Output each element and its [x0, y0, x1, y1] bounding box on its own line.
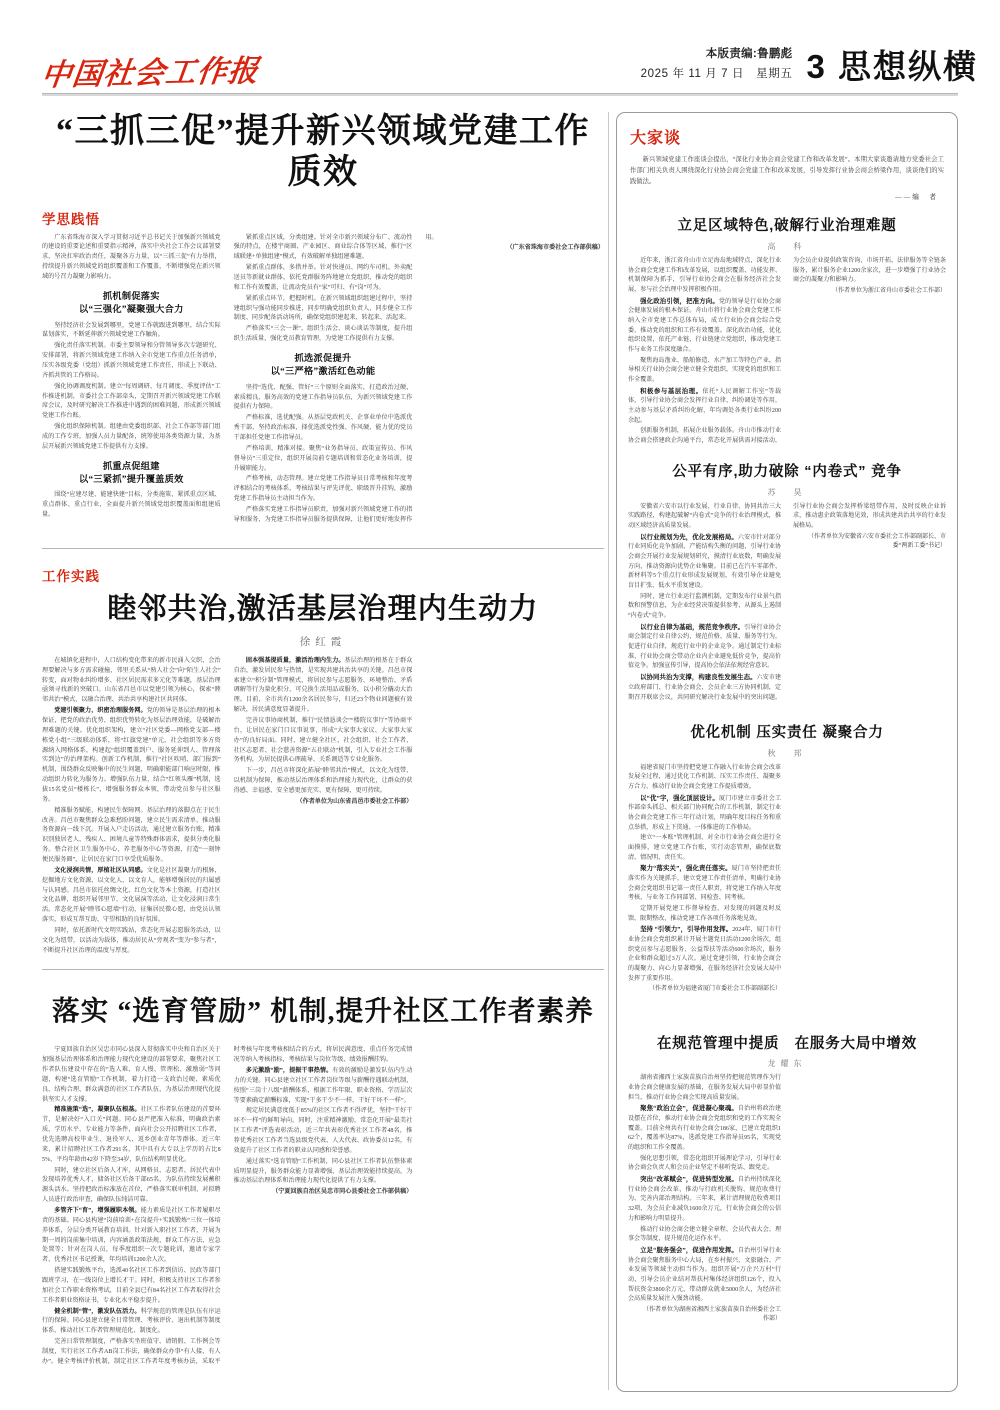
page-editor: 本版责编:鲁鹏彪: [705, 48, 793, 60]
paragraph: 强化协调调度机制。建立“每周调研、每月调度、季度评估”工作推进机制，市委社会工作部牵头，定期召开新兴领域党建工作联席会议，及时研究解决工作推进中遇到的困难问题，形成新兴领域党建工作台账。: [42, 383, 221, 420]
paragraph: 建立“一本账”管理机制，对全市行业协会商会进行全面摸排，建立党建工作台账，实行动态管理，确保底数清、情况明、责任实。: [628, 835, 781, 861]
masthead-meta: [641, 46, 793, 84]
lead-run: 多元激励“励”，提振干事热情。: [245, 1067, 333, 1074]
sidebar-article-3: [628, 724, 946, 1019]
lead-run: 突出“改革赋会”，促进转型发展。: [640, 1176, 738, 1184]
paragraph-text: 自治州引导行业协会商会聚焦服务中心大局，在乡村振兴、文旅融合、产业发展等领域主动担当作为。组织开展“万企兴万村”行动，引导会员企业结对帮扶村集体经济组织126个，投入帮扶资金3800余万元，带动群众就业5000余人，为经济社会高质量发展注入强劲动能。: [628, 1247, 782, 1303]
paragraph: 同时，建立社区后备人才库，从网格员、志愿者、居民代表中发现培养优秀人才，储备社区后备干部65名，为队伍持续发展蓄积源头活水。坚持把政治标准放在首位，严格落实联审机制，对拟聘人员进行政治审查，确保队伍纯洁可靠。: [42, 1167, 221, 1204]
paragraph: 搭建实践锻炼平台，选派40名社区工作者到信访、民政等部门跟班学习，在一线岗位上增长才干。同时，积极支持社区工作者参加社会工作职业资格考试，目前全县已有84名社区工作者取得社会工作者职业资格证书，专业化水平稳步提升。: [42, 1268, 221, 1304]
paragraph-text: 能力素质是社区工作者履职尽责的基础。同心县构建“岗前培训+在岗提升+实践锻炼”三位一体培养体系，分层分类开展教育培训。针对新入职社区工作者，开展为期一周的岗前集中培训，内容涵盖政策法规、群众工作方法、应急处置等；针对在岗人员，每季度组织一次专题轮训，邀请专家学者、优秀社区书记授课，年均培训1200余人次。: [42, 1207, 221, 1264]
article-1-credit: （广东省珠海市委社会工作部供稿）: [506, 245, 604, 252]
article-3-body: [42, 1046, 604, 1376]
article-2-body: [42, 657, 604, 957]
paragraph: [42, 1308, 221, 1338]
paragraph: 严格培训，精准对接。聚焦“业务指导员、政策宣传员、作风督导员”三重定位，组织开展岗前专题培训和常态化业务培训，提升履职能力。: [233, 445, 413, 472]
article-1-kicker: 学思践悟: [42, 211, 100, 227]
sidebar-article-3-credit: （作者单位为福建省厦门市委社会工作部副部长）: [648, 986, 781, 993]
paragraph-text: 六安市建立政府部门、行业协会商会、会员企业三方协同机制，定期召开联席会议，共同研究解决行业发展中的突出问题。引导行业协会商会发挥桥梁纽带作用，及时反映企业诉求，推动惠企政策落地见效，形成共建共治共享的行业发展格局。: [628, 503, 946, 701]
paragraph: 近年来，浙江省舟山市立足海岛地域特点，深化行业协会商会党建工作和改革发展，以组织覆盖、功能发挥、机制保障为抓手，引导行业协会商会在服务经济社会发展、参与社会治理中发挥积极作用。: [628, 257, 781, 293]
lead-run: 以“优”字，强化顶层设计。: [640, 794, 719, 802]
article-3: [42, 994, 604, 1376]
paragraph: 完善日常管理制度，严格落实坐班值守、请销假、工作例会等制度，实行社区工作者AB岗工作法，确保群众办事“有人接、有人办”。健全考核评价机制，制定社区工作者年度考核办法，采取平时考核与年度考核相结合的方式，将居民满意度、重点任务完成情况等纳入考核指标，考核结果与岗位等级、绩效报酬挂钩。: [42, 1047, 413, 1365]
paragraph-text: 社区工作者队伍建设的首要环节，是解决好“入口关”问题。同心县严把准入标准，明确政治素质、学历水平、专业能力等条件，面向社会公开招聘社区工作者，优先选聘高校毕业生、退役军人、返乡创业青年等群体。近三年来，累计招聘社区工作者291名，其中具有大专以上学历的占比85%，平均年龄由42岁下降至34岁，队伍结构明显优化。: [42, 1107, 221, 1163]
divider-1: [42, 548, 604, 549]
lead-run: 党建引领聚力，织密治理服务网。: [54, 708, 147, 715]
sidebar-article-4-title: 在规范管理中提质 在服务大局中增效: [656, 1035, 918, 1052]
sidebar-article-2-credit: （作者单位为安徽省六安市委社会工作部副部长、市委“两新工委”书记）: [807, 533, 946, 550]
paragraph: 围绕“应建尽建、能建快建”目标，分类施策，紧抓重点区域、重点群体、重点行业，全面提升新兴领域党组织覆盖面和组建质量。: [42, 492, 221, 519]
paragraph: 安徽省六安市以行业发展、行业自律、协同共治三大实践路径，构建起破解“内卷式”竞争的行业治理模式，推动区域经济高质量发展。: [628, 503, 781, 530]
paragraph-text: 自治州持续深化行业协会商会改革，推动与行政机关脱钩、规范收费行为、完善内部治理结构。三年来，累计清理规范收费项目32项，为会员企业减负1600余万元，行业协会商会的公信力和影响力明显提升。: [628, 1177, 782, 1222]
sidebar-article-3-title: 优化机制 压实责任 凝聚合力: [690, 724, 884, 741]
paragraph: 聚焦海岛渔业、船舶修造、水产加工等特色产业，指导相关行业协会商会建立健全党组织，实现党的组织和工作全覆盖。: [628, 357, 781, 383]
paragraph-text: 2024年，厦门市行业协会商会党组织累计开展主题党日活动1200余场次，组织党员参与志愿服务、公益帮扶等活动600余场次，服务企业和群众超过3万人次。通过党建引领，行业协会商会的凝聚力、向心力显著增强，在服务经济社会发展大局中发挥了重要作用。: [628, 927, 781, 982]
paragraph: 推动行业协会商会建立健全章程、会员代表大会、理事会等制度，提升规范化运作水平。: [628, 1226, 781, 1243]
paragraph: 广东省珠海市深入学习贯彻习近平总书记关于加强新兴领域党的建设的重要论述和重要指示精神，落实中央社会工作会议部署要求，坚决扛牢政治责任，凝聚各方力量，以“三抓三促”有力举措，持续提升新兴领域党的组织覆盖和工作覆盖，不断增强党在新兴领域的号召力凝聚力影响力。: [42, 234, 221, 281]
paragraph: [628, 1104, 781, 1153]
sidebar-article-4-credit: （作者单位为湖南省湘西土家族苗族自治州委社会工作部）: [642, 1306, 781, 1323]
sidebar-article-4-author: 龙耀东: [767, 1059, 807, 1069]
paragraph: 在城镇化进程中，人口结构变化带来的新市民涌入交织，会治理要解决与多方需求碰撞，邻里关系从“熟人社会”向“陌生人社会”转变，面对物业纠纷增多、社区居民需求多元化等难题，基层治理亟须寻找新的突破口。山东省昌邑市以党建引领为核心，探索“睦邻共治”模式，以融合治理、共治共享构建社区共同体。: [42, 657, 221, 704]
article-1-subhead-1: 抓机制促落实 以“三强化”凝聚强大合力: [78, 290, 184, 315]
section-name: 思想纵横: [838, 47, 978, 85]
paragraph: 严格考核，动态管理。建立党建工作指导员日常考核和年度考评相结合的考核体系，考核结果与评先评优、职级晋升挂钩，激励党建工作指导员主动担当作为。: [233, 476, 413, 503]
sidebar-article-1-title: 立足区域特色,破解行业治理难题: [677, 218, 897, 235]
paragraph-text: 引导行业协会商会制定行业自律公约，规范价格、质量、服务等行为，促进行业自律，规范行业中的企业竞争。通过制定行业标准，行业协会商会带动企业内企业避免低价竞争，提高价值竞争。加强宣传引导，提高协会依法依规经营意识。: [628, 624, 782, 670]
paragraph: 创新服务机制，拓展企业服务载体。舟山市推动行业协会商会搭建政企沟通平台，常态化开展供需对接活动，为会员企业提供政策咨询、市场开拓、法律服务等全链条服务，累计服务企业1200余家次，进一步增强了行业协会商会的凝聚力和影响力。: [628, 257, 946, 444]
paragraph: 强化思想引领，常态化组织开展理论学习，引导行业协会商会负责人和会员企业坚定不移听党话、跟党走。: [628, 1155, 781, 1172]
lead-run: 以行业规划为先，优化发展格局。: [640, 533, 738, 541]
article-2-headline: 睦邻共治,激活基层治理内生动力: [107, 592, 539, 625]
paragraph: [42, 707, 221, 806]
sidebar-article-1-credit: （作者单位为浙江省舟山市委社会工作部）: [831, 287, 946, 294]
paragraph: 福建省厦门市坚持把党建工作融入行业协会商会改革发展全过程，通过优化工作机制、压实工作责任、凝聚多方合力，推动行业协会商会党建工作提质增效。: [628, 764, 781, 790]
paragraph-text: 党的领导是基层治理的根本保证，把党的政治优势、组织优势转化为基层治理效能，是破解治理难题的关键。优化组织架构，建立“社区党委—网格党支部—楼栋党小组”三级联动体系，将“红旗党建”单元，社会组织等多方资源纳入网格体系，构建起“组织覆盖到户、服务延伸到人、管理落实到边”的治理架构。创新工作机制，推行“社区吹哨、部门报到”机制，围绕群众反映集中的民生问题，明确职能部门响应时限，推动组织力转化为服务力。增强队伍力量，结合“红领头雁”机制，选拔15名党员“楼栋长”，增强服务群众本领，带动党员参与社区服务。: [42, 708, 221, 803]
masthead: [0, 0, 1000, 106]
lead-run: 多管齐下“育”，增强履职本领。: [54, 1207, 141, 1214]
article-1-body: [42, 234, 604, 534]
lead-run: 固本强基提质量，激活治理内生力。: [245, 657, 345, 664]
sidebar-intro: 新兴领域党建工作座谈会提出，“深化行业协会商会党建工作和改革发展”。本期大家谈邀请地方党委社会工作部门相关负责人围绕深化行业协会商会党建工作和改革发展，引导发挥行业协会商会桥梁作用，谈谈他们的实践做法。: [630, 156, 944, 186]
publication-date: 2025 年 11 月 7 日 星期五: [640, 68, 793, 81]
paragraph: 湖南省湘西土家族苗族自治州坚持把规范管理作为行业协会商会健康发展的基础，在服务发展大局中彰显价值担当，推动行业协会商会实现高质量发展。: [628, 1075, 781, 1101]
paragraph: [628, 864, 781, 904]
paragraph: [234, 1067, 413, 1106]
paragraph: 坚持“选优、配强、管好”三个原则全面落实，打造政治过硬、素质精良、服务高效的党建工作指导员队伍，为新兴领域党建工作提供有力保障。: [233, 384, 413, 411]
paragraph: 强化责任落实机制。市委主要领导和分管领导多次专题研究、安排部署，将新兴领域党建工作纳入全市党建工作重点任务清单，压实各级党委（党组）抓新兴领域党建工作责任，形成上下联动、齐抓共管的工作格局。: [42, 343, 221, 379]
paragraph-text: 基层治理的根基在于群众自治，激发居民参与热情，是实现共建共治共享的关键。昌邑市探索建立“积分制”管理模式，将居民参与志愿服务、环境整治、矛盾调解等行为量化积分，可兑换生活用品或服务，以小积分撬动大治理。目前，全市共有1200余名居民参与，归还23个物业问题被有效解决，居民满意度显著提升。: [233, 657, 413, 714]
paragraph: 紧抓重点环节，把握时机。在新兴领域组织组建过程中，坚持建组织与强功能同步推进，同步明确党组织负责人、同步健全工作制度、同步配备活动场所，确保党组织建起来、转起来、活起来。: [233, 295, 413, 322]
lead-run: 坚持 “引领力”，引导作用发挥。: [640, 926, 733, 934]
lead-run: 积极参与基层治理。: [640, 387, 703, 395]
article-2-kicker: 工作实践: [42, 568, 100, 584]
paragraph-text: 厦门市建立市委社会工作部牵头抓总、相关部门协同配合的工作机制，制定行业协会商会党建工作三年行动计划，明确年度目标任务和重点举措，形成上下贯通、一体推进的工作格局。: [628, 795, 782, 831]
lead-run: 文化浸润共情，厚植社区认同感。: [54, 867, 147, 874]
paragraph: [628, 1246, 781, 1305]
lead-run: 以协同共治为支撑，构建良性发展生态。: [640, 674, 757, 682]
sidebar-article-1-author: 高 科: [767, 241, 807, 251]
sidebar-editor-sign: ——编 者: [895, 194, 938, 202]
paragraph: 规定居民满意度低于85%的社区工作者不得评优，坚持“干好干坏不一样”的鲜明导向。同时，注重精神激励，常态化开展“最美社区工作者”评选表彰活动，近三年共表彰优秀社区工作者48名，推荐优秀社区工作者当选县级党代表、人大代表、政协委员12名，有效提升了社区工作者的职业认同感和荣誉感。: [233, 1108, 413, 1154]
paragraph-text: 六安市针对部分行业同质化竞争加剧、产能结构失衡的问题，引导行业协会商会开展行业发展规划研究，摸清行业底数，明确发展方向，推动资源向优势企业集聚。目前已在汽车零部件、新材料等5个重点行业形成发展规划，有效引导企业避免盲目扩张、低水平重复建设。: [628, 534, 782, 590]
sidebar-article-4: [628, 1035, 946, 1345]
article-2-author: 徐红霞: [299, 636, 347, 648]
article-2-credit: （作者单位为山东省昌邑市委社会工作部）: [296, 798, 413, 805]
sidebar-article-2-body: [628, 503, 946, 708]
paragraph: 精准服务赋能，构建民生保障网。基层治理的落脚点在于民生改善。昌邑市聚焦群众急难愁盼问题，建立民生需求清单，推动服务资源向一线下沉。开展入户走访活动，通过建立服务台账，精准识别独居老人、残疾人、困境儿童等特殊群体需求，提供分类化服务。整合社区卫生服务中心、养老服务中心等资源，打造“一刻钟便民服务圈”，让居民在家门口享受优质服务。: [42, 807, 221, 864]
paragraph: 宁夏回族自治区吴忠市同心县深入贯彻落实中央和自治区关于加强基层治理体系和治理能力现代化建设的部署要求，聚焦社区工作者队伍建设中存在的“选人难、育人慢、管理松、激励弱”等问题，构建“选育管励”工作机制，着力打造一支政治过硬、素质优良、结构合理、群众满意的社区工作者队伍，为基层治理现代化提供坚实人才支撑。: [42, 1047, 221, 1103]
paragraph: 紧抓重点群体，多措并举。针对快递员、网约车司机、外卖配送员等新就业群体，依托党群服务阵地建立党组织，推动党的组织和工作有效覆盖，让流动党员有“家”可归、有“岗”可为。: [233, 265, 413, 291]
paragraph: [628, 387, 781, 427]
article-3-credit: （宁夏回族自治区吴忠市同心县委社会工作部供稿）: [272, 1189, 413, 1196]
paragraph: 严格落实“三会一课”、组织生活会、谈心谈话等制度，提升组织生活质量，强化党员教育管理，为党建工作提供有力支撑。: [233, 326, 413, 343]
paragraph: 完善议事协商机制，推行“民情恳谈会”“楼院议事厅”等协商平台，让居民在家门口议事说事，形成“大家事大家议、大家事大家办”的良好局面。同时，建立健全社区、社会组织、社会工作者、社区志愿者、社会慈善资源“五社联动”机制，引入专业社会工作服务机构，为居民提供心理疏导、关系调适等专业化服务。: [233, 718, 413, 764]
paragraph: 定期开展党建工作督导检查，对发现的问题及时反馈、限期整改，推动党建工作各项任务落地见效。: [628, 905, 781, 922]
paragraph: 严格标准，选优配强。从基层党政机关、企事业单位中选派优秀干部，坚持政治标准，择优选派党性强、作风硬、能力优的党员干部担任党建工作指导员。: [233, 415, 413, 442]
sidebar-dajiatan: [616, 112, 958, 1392]
paragraph: [234, 657, 413, 716]
paragraph-text: 党的领导是行业协会商会健康发展的根本保证。舟山市将行业协会商会党建工作纳入全市党建工作总体布局，成立行业协会商会综合党委，推动党的组织和工作有效覆盖。深化政治功能，优化组织设置，依托产业链、行业链建立党组织，推动党建工作与业务工作深度融合。: [628, 298, 782, 353]
article-1-subhead-3: 抓选派促提升 以“三严格”激活红色动能: [270, 353, 376, 377]
lead-run: 以行业自律为基础，规范竞争秩序。: [640, 623, 745, 631]
paragraph-text: 文化是社区凝聚力的根脉，挖掘地方文化资源，以文化人、以文育人，能够增强居民的归属感与认同感。昌邑市依托丝绸文化、红色文化等本土资源，打造社区文化品牌，组织开展邻里节、文化展演等活动，让文化浸润日常生活。常态化开展“睦邻心愿墙”行动，征集居民微心愿，由党员认领落实，形成互帮互助、守望相助的良好氛围。: [42, 867, 221, 924]
paragraph: 同时，建立行业运行监测机制，定期发布行业景气指数和预警信息，为企业经营决策提供参考，从源头上遏制“内卷式”竞争。: [628, 593, 781, 620]
column-separator: [608, 112, 609, 1390]
sidebar-article-3-body: [628, 764, 946, 1019]
sidebar-title: 大家谈: [630, 130, 682, 147]
paragraph: 坚持经济社会发展到哪里，党建工作就跟进到哪里，结合实际谋划落实，不断延伸新兴领域党建工作触角。: [42, 322, 221, 339]
paragraph-text: 科学规范的管理是队伍有序运行的保障。同心县建立健全日常管理、考核评价、退出机制等制度体系，推动社区工作者管理规范化、制度化。: [42, 1308, 221, 1335]
paragraph-text: 厦门市坚持把责任落实作为关键抓手，建立党建工作责任清单，明确行业协会商会党组织书记第一责任人职责，将党建工作纳入年度考核，与业务工作同部署、同检查、同考核。: [628, 866, 782, 902]
paragraph: [42, 867, 221, 926]
lead-run: 强化政治引领，把准方向。: [640, 297, 719, 305]
lead-run: 健全机制“管”，激发队伍活力。: [54, 1308, 141, 1315]
sidebar-article-3-author: 秋 邦: [767, 748, 807, 758]
newspaper-logo: 中国社会工作报: [39, 54, 261, 93]
page-number-and-section: [806, 47, 978, 85]
paragraph: [628, 794, 781, 834]
article-1-subhead-2: 抓重点促组建 以“三紧抓”提升覆盖质效: [78, 460, 184, 485]
paragraph: [628, 925, 781, 984]
paragraph: [628, 297, 781, 356]
paragraph-text: 有效的激励是激发队伍内生动力的关键。同心县建立社区工作者岗位等级与薪酬待遇联动机制，按照“三岗十八级”薪酬体系，根据工作年限、职业资格、学历层次等要素确定薪酬标准，实现“干多干少不一样、干好干坏不一样”。: [233, 1067, 413, 1104]
paragraph: [42, 1207, 221, 1266]
paragraph: 下一步，昌邑市将深化拓展“睦邻共治”模式，以文化为纽带、以机制为保障，推动基层治理体系和治理能力现代化，让群众的获得感、幸福感、安全感更加充实、更有保障、更可持续。: [233, 768, 413, 795]
paragraph: 紧抓重点区域，分类组建。针对全市新兴领域分布广、流动性强的特点，在楼宇商圈、产业园区、商业综合体等区域，推行“区域联建+单独组建”模式，有效破解单独组建难题。: [233, 234, 413, 261]
paragraph: 强化组织保障机制。组建由党委组织部、社会工作部等部门组成的工作专班，加强人员力量配备，统筹使用各类资源力量，为基层开展新兴领域党建工作提供有力支撑。: [42, 424, 221, 450]
paragraph: 同时，依托新时代文明实践站，常态化开展志愿服务活动，以文化为纽带，以活动为载体，推动居民从“旁观者”变为“参与者”，不断提升社区治理的温度与厚度。: [42, 928, 221, 954]
article-1-headline: “三抓三促”提升新兴领域党建工作质效: [56, 113, 590, 191]
lead-run: 聚焦“政治立会”，促进凝心聚魂。: [640, 1105, 738, 1113]
lead-run: 聚力“落实关”，强化责任落实。: [640, 865, 732, 873]
sidebar-article-2-author: 苏 昊: [767, 487, 807, 497]
sidebar-article-2-title: 公平有序,助力破除 “内卷式” 竞争: [672, 463, 902, 480]
divider-2: [42, 969, 604, 970]
sidebar-article-1-body: [628, 257, 946, 447]
paragraph: 通过落实“选育管励”工作机制，同心县社区工作者队伍整体素质明显提升，服务群众能力显著增强，基层治理效能持续提高，为推动基层治理体系和治理能力现代化提供了有力支撑。: [233, 1158, 413, 1185]
paragraph: [628, 1175, 781, 1224]
lead-run: 立足“服务强会”，促进作用发挥。: [640, 1246, 738, 1254]
masthead-right: [641, 46, 978, 84]
paragraph: 严格落实党建工作指导员职责，加强对新兴领域党建工作的指导和服务，为党建工作指导员服务提供保障，让他们更好地发挥作用。: [233, 234, 438, 523]
masthead-rule: [42, 93, 958, 96]
article-3-headline: 落实 “选育管励” 机制,提升社区工作者素养: [51, 994, 595, 1026]
sidebar-article-4-body: [628, 1074, 946, 1344]
article-1: [42, 112, 604, 534]
page-number: 3: [806, 47, 827, 85]
sidebar-article-2: [628, 463, 946, 708]
paragraph: [42, 1106, 221, 1165]
sidebar-article-1: [628, 217, 946, 447]
paragraph: [628, 623, 781, 672]
paragraph: [628, 533, 781, 592]
lead-run: 精准施策“选”，凝聚队伍根基。: [54, 1107, 141, 1114]
left-content-zone: [42, 112, 604, 1382]
paragraph-text: 依托“人民调解工作室”等载体，引导行业协会商会发挥行业自律、纠纷调处等作用，主动参与基层矛盾纠纷化解，年均调处各类行业纠纷200余起。: [628, 388, 782, 424]
paragraph-text: 自治州将政治建设摆在首位，推动行业协会商会党组织和党的工作实现全覆盖。目前全州共有行业协会商会186家，已建立党组织162个，覆盖率达87%，选派党建工作指导员95名，实现党的组织和工作全覆盖。: [628, 1106, 782, 1152]
article-2: [42, 565, 604, 957]
